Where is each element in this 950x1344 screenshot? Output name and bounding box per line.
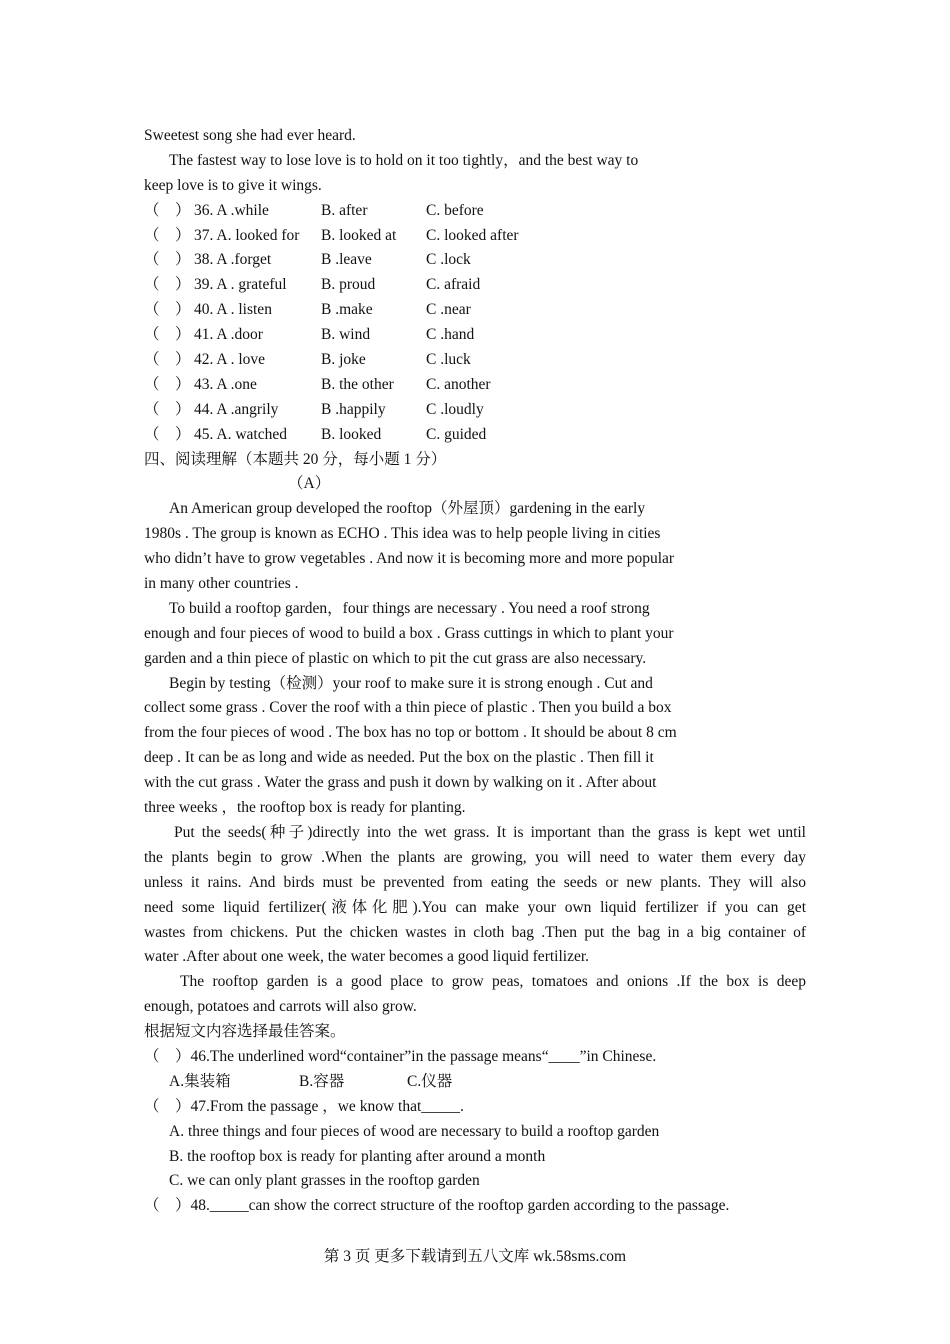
question-text: 46.The underlined word“container”in the passage means“____”in Chinese. (190, 1047, 657, 1065)
option-c: C .loudly (426, 400, 484, 418)
option-b: B. the rooftop box is ready for planting after around a month (169, 1147, 546, 1165)
option-b: B. looked at (321, 226, 397, 244)
option-c: C. before (426, 201, 484, 219)
paragraph-line: who didn’t have to grow vegetables . And now it is becoming more and more popular (144, 550, 675, 568)
paragraph-line: To build a rooftop garden，four things are necessary . You need a roof strong (169, 599, 650, 617)
question-47 (144, 1095, 806, 1195)
option-b: B. joke (321, 351, 366, 369)
paragraph-line: unless it rains. And birds must be prevented from eating the seeds or new plants. They will also (144, 873, 806, 891)
cloze-question (144, 273, 806, 298)
paragraph-4 (144, 821, 806, 970)
paragraph-2 (144, 597, 806, 672)
question-text: 48._____can show the correct structure of the rooftop garden according to the passage. (190, 1197, 730, 1215)
paragraph-line: collect some grass . Cover the roof with a thin piece of plastic . Then you build a box (144, 699, 672, 717)
document-page (144, 124, 806, 1219)
option-a: 44. A .angrily (194, 400, 279, 418)
cloze-question (144, 398, 806, 423)
question-48 (144, 1194, 806, 1219)
option-b: B. looked (321, 425, 382, 443)
option-a: A.集装箱 (169, 1072, 231, 1090)
option-b: B .make (321, 301, 373, 319)
passage-label: （A） (288, 475, 331, 493)
answer-paren: （ ） (144, 400, 191, 418)
option-a: 41. A .door (194, 326, 263, 344)
intro-line: keep love is to give it wings. (144, 176, 322, 194)
paragraph-line: garden and a thin piece of plastic on which to pit the cut grass are also necessary. (144, 649, 647, 667)
cloze-question (144, 423, 806, 448)
cloze-question-list (144, 199, 806, 448)
answer-paren: （ ） (144, 251, 191, 269)
cloze-question (144, 373, 806, 398)
paragraph-line: enough and four pieces of wood to build a box . Grass cuttings in which to plant your (144, 624, 674, 642)
option-c: C .near (426, 301, 471, 319)
option-a: 42. A . love (194, 351, 266, 369)
option-c: C.仪器 (407, 1072, 453, 1090)
paragraph-line: with the cut grass . Water the grass and push it down by walking on it . After about (144, 774, 657, 792)
paragraph-5 (144, 970, 806, 1020)
option-a: 43. A .one (194, 375, 257, 393)
option-b: B.容器 (299, 1072, 345, 1090)
option-c: C .luck (426, 351, 471, 369)
intro-line: The fastest way to lose love is to hold on it too tightly，and the best way to (169, 151, 639, 169)
option-c: C. looked after (426, 226, 519, 244)
option-c: C. afraid (426, 276, 481, 294)
paragraph-1 (144, 497, 806, 597)
answer-paren: （ ） (144, 326, 191, 344)
option-c: C .lock (426, 251, 471, 269)
option-c: C. we can only plant grasses in the rooftop garden (169, 1172, 480, 1190)
cloze-question (144, 248, 806, 273)
answer-paren: （ ） (144, 1047, 191, 1065)
answer-paren: （ ） (144, 425, 191, 443)
answer-paren: （ ） (144, 1097, 191, 1115)
cloze-question (144, 298, 806, 323)
paragraph-line: enough, potatoes and carrots will also grow. (144, 998, 417, 1016)
answer-paren: （ ） (144, 375, 191, 393)
option-b: B .leave (321, 251, 372, 269)
paragraph-line: Put the seeds(种子)directly into the wet grass. It is important than the grass is kept wet until (174, 823, 806, 841)
answer-paren: （ ） (144, 201, 191, 219)
paragraph-line: three weeks ，the rooftop box is ready for planting. (144, 799, 466, 817)
paragraph-line: The rooftop garden is a good place to grow peas, tomatoes and onions .If the box is deep (180, 973, 806, 991)
paragraph-line: water .After about one week, the water becomes a good liquid fertilizer. (144, 948, 590, 966)
option-a: 37. A. looked for (194, 226, 300, 244)
option-b: B .happily (321, 400, 386, 418)
paragraph-line: the plants begin to grow .When the plants are growing, you will need to water them every day (144, 848, 806, 866)
option-c: C .hand (426, 326, 475, 344)
answer-paren: （ ） (144, 301, 191, 319)
option-b: B. proud (321, 276, 376, 294)
question-46 (144, 1045, 806, 1095)
answer-paren: （ ） (144, 1197, 191, 1215)
cloze-question (144, 348, 806, 373)
paragraph-line: need some liquid fertilizer(液体化肥).You can make your own liquid fertilizer if you can get (144, 898, 806, 916)
cloze-question (144, 323, 806, 348)
paragraph-line: in many other countries . (144, 575, 299, 593)
option-a: A. three things and four pieces of wood are necessary to build a rooftop garden (169, 1122, 660, 1140)
answer-paren: （ ） (144, 351, 191, 369)
section-title: 四、阅读理解（本题共 20 分，每小题 1 分） (144, 450, 447, 468)
option-a: 39. A . grateful (194, 276, 287, 294)
option-c: C. another (426, 375, 491, 393)
instruction: 根据短文内容选择最佳答案。 (144, 1023, 346, 1041)
page-footer: 第 3 页 更多下载请到五八文库 wk.58sms.com (323, 1248, 627, 1265)
paragraph-line: 1980s . The group is known as ECHO . This idea was to help people living in cities (144, 525, 661, 543)
paragraph-line: deep . It can be as long and wide as needed. Put the box on the plastic . Then fill it (144, 749, 654, 767)
paragraph-line: Begin by testing（检测）your roof to make sure it is strong enough . Cut and (169, 674, 653, 692)
paragraph-line: from the four pieces of wood . The box has no top or bottom . It should be about 8 cm (144, 724, 677, 742)
option-c: C. guided (426, 425, 487, 443)
paragraph-line: An American group developed the rooftop（外屋顶）gardening in the early (169, 500, 646, 518)
option-b: B. wind (321, 326, 371, 344)
answer-paren: （ ） (144, 226, 191, 244)
question-text: 47.From the passage ，we know that_____. (190, 1097, 464, 1115)
answer-paren: （ ） (144, 276, 191, 294)
cloze-question (144, 199, 806, 224)
cloze-question (144, 224, 806, 249)
intro-line: Sweetest song she had ever heard. (144, 127, 356, 144)
paragraph-line: wastes from chickens. Put the chicken wastes in cloth bag .Then put the bag in a big container of (144, 923, 806, 941)
option-a: 40. A . listen (194, 301, 272, 319)
option-a: 36. A .while (194, 201, 269, 219)
option-b: B. after (321, 201, 368, 219)
option-a: 38. A .forget (194, 251, 272, 269)
option-a: 45. A. watched (194, 425, 287, 443)
paragraph-3 (144, 672, 806, 821)
option-b: B. the other (321, 375, 394, 393)
